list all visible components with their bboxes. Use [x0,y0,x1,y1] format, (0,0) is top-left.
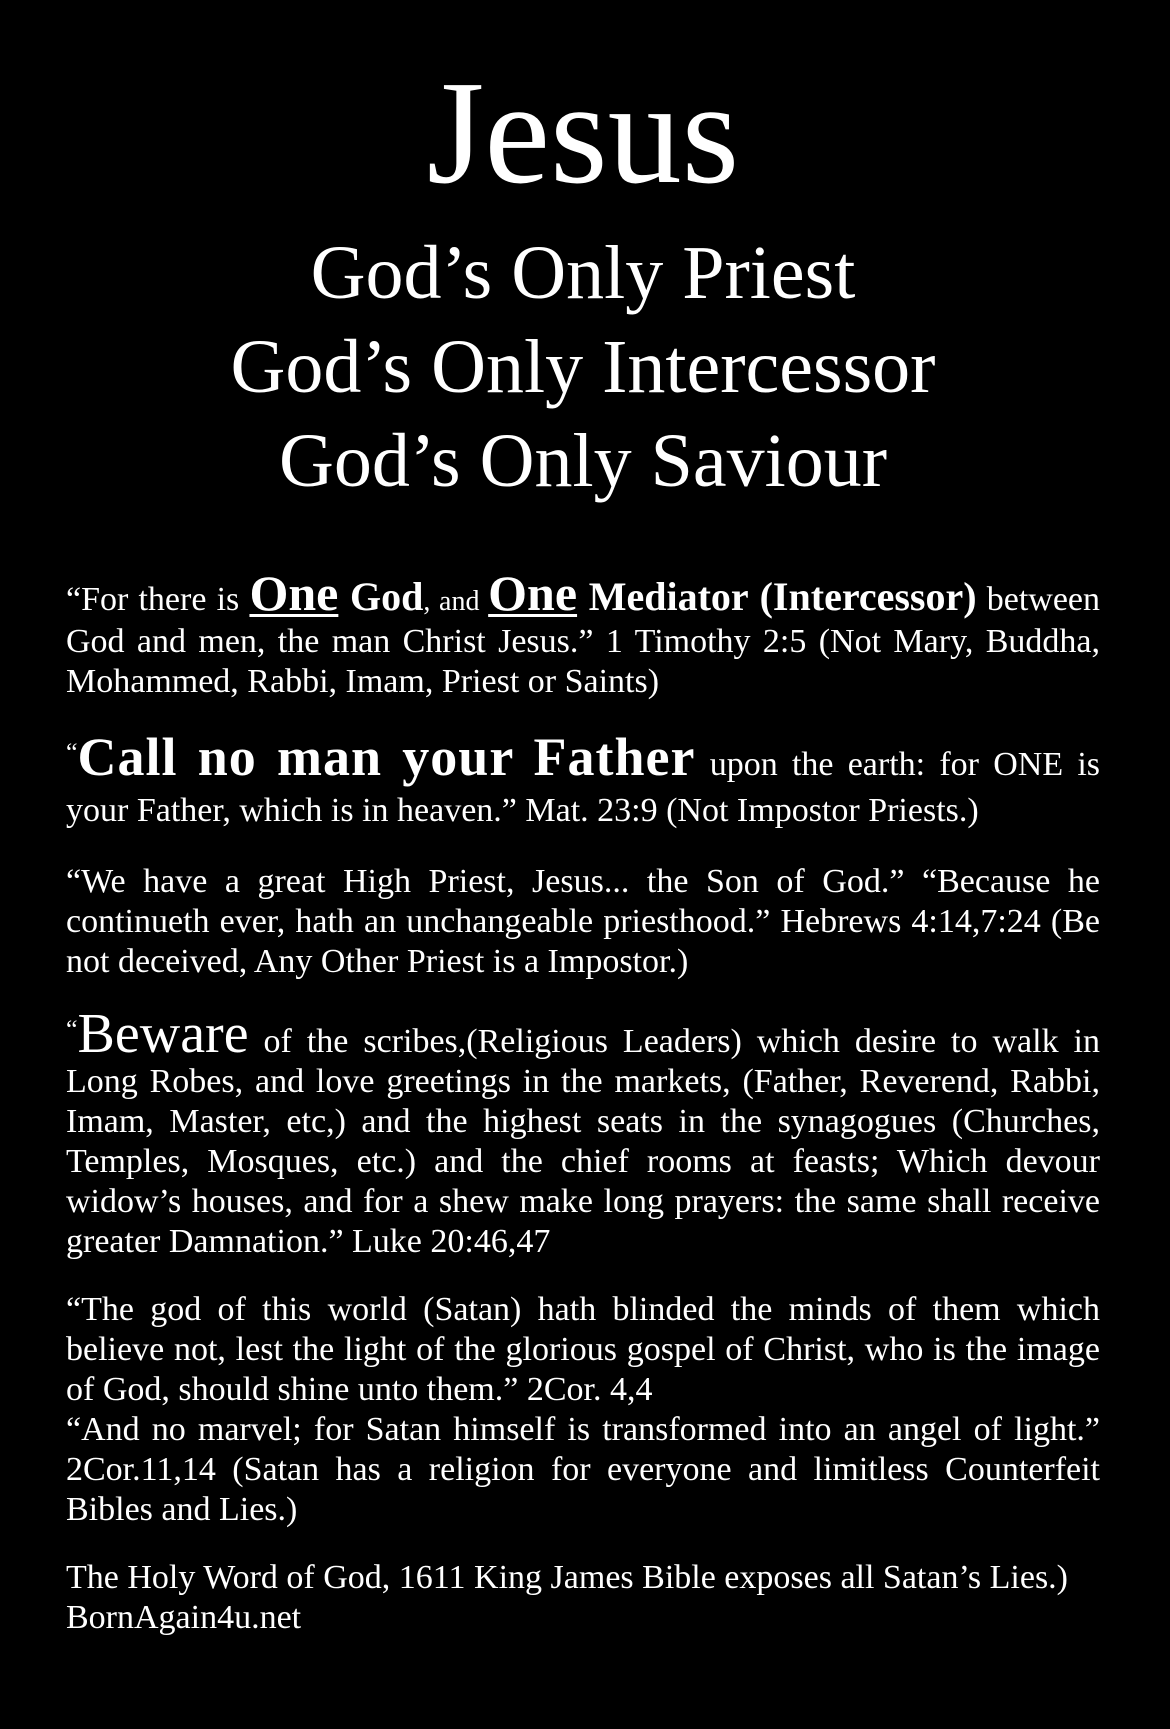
subtitle-priest: God’s Only Priest [310,231,856,315]
paragraph-high-priest: “We have a great High Priest, Jesus... the Son of God.” “Because he continueth ever, hath an unchangeable priesthood.” Hebrews 4:14,7:24 (Be not deceived, Any Other Priest is a Impostor.) [66,863,1100,980]
subtitle-saviour: God’s Only Saviour [279,419,887,503]
p1-mediator: Mediator (Intercessor) [577,574,977,619]
p1-one-emphasis-2: One [488,565,578,621]
p4-open-quote: “ [66,1015,78,1044]
footer-block [66,1558,1100,1638]
paragraph-beware [66,1003,1100,1262]
page-title: Jesus [426,51,740,215]
p1-lead: “For there is [66,581,250,618]
p4-rest: of the scribes,(Religious Leaders) which desire to walk in Long Robes, and love greetings in the markets, (Father, Reverend, Rabbi, Imam, Master, etc,) and the highest seats in the synagogues (Churches, Temples, Mosques, etc.) and the chief rooms at feasts; Which devour widow’s houses, and for a shew make long prayers: the same shall receive greater Damnation.” Luke 20:46,47 [66,1023,1100,1260]
subtitle-intercessor: God’s Only Intercessor [230,325,936,409]
p2-rest: upon the earth: for ONE is your Father, which is in heaven.” Mat. 23:9 (Not Impostor Priests.) [66,746,1100,829]
footer-kjv-line: The Holy Word of God, 1611 King James Bible exposes all Satan’s Lies.) [66,1559,1069,1596]
p2-open-quote: “ [66,738,78,767]
p2-emphasis: Call no man your Father [77,727,696,787]
scripture-body [66,565,1101,1638]
p4-emphasis: Beware [77,1003,249,1065]
p5-line-one: “The god of this world (Satan) hath blinded the minds of them which believe not, lest the light of the glorious gospel of Christ, who is the image of God, should shine unto them.” 2Cor. 4,4 [66,1291,1100,1408]
paragraph-god-of-this-world [66,1290,1100,1530]
p1-god: God [338,574,424,619]
p5-line-two: “And no marvel; for Satan himself is transformed into an angel of light.” 2Cor.11,14 (Satan has a religion for everyone and limitless Counterfeit Bibles and Lies.) [66,1411,1100,1528]
paragraph-call-no-man [66,727,1100,834]
subtitle-block [66,226,1100,508]
p1-and: , and [423,586,489,617]
p1-one-emphasis: One [249,565,339,621]
p1-rest: between God and men, the man Christ Jesus.” 1 Timothy 2:5 (Not Mary, Buddha, Mohammed, Rabbi, Imam, Priest or Saints) [66,581,1101,700]
footer-website: BornAgain4u.net [66,1599,302,1636]
paragraph-one-mediator [66,565,1101,702]
